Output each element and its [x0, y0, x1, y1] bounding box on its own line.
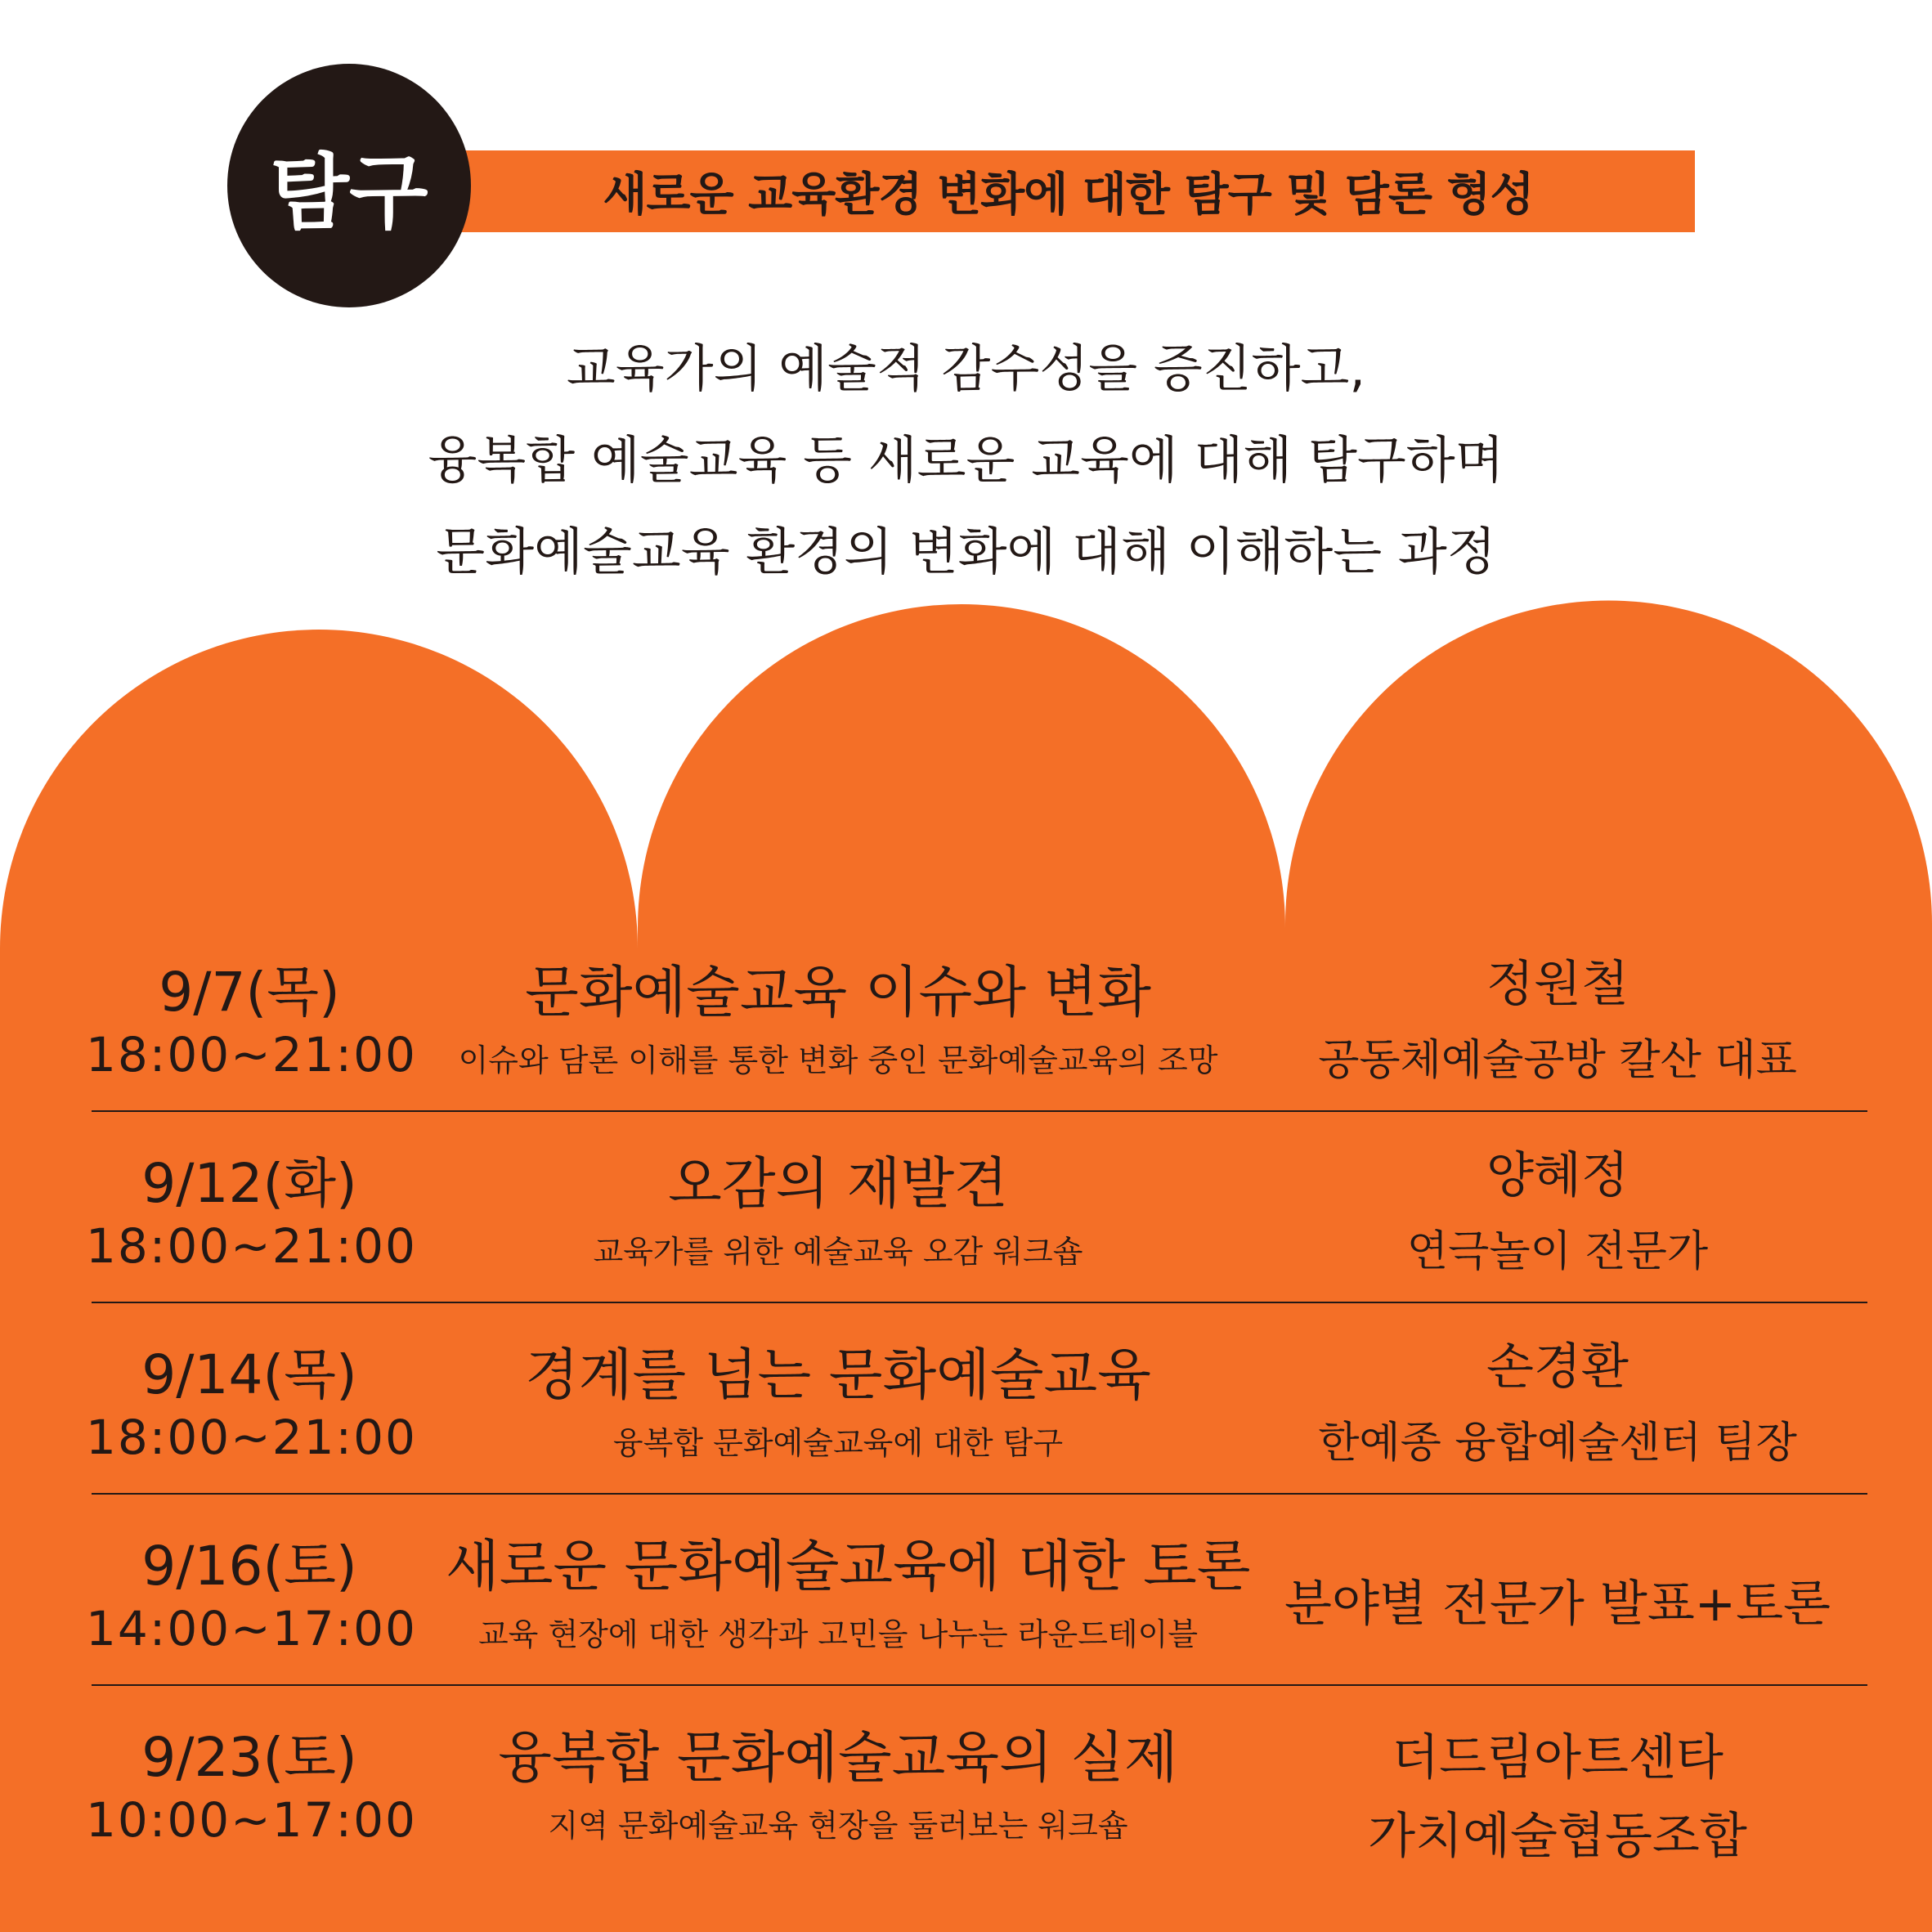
session-time: 10:00~17:00: [86, 1792, 417, 1848]
session-title: 오감의 재발견: [668, 1152, 1008, 1217]
session-time: 18:00~21:00: [86, 1027, 417, 1083]
section-badge: [227, 64, 471, 307]
session-description: 교육가를 위한 예술교육 오감 워크숍: [593, 1234, 1083, 1270]
speaker-name: 손경환: [1486, 1338, 1629, 1396]
session-time: 18:00~21:00: [86, 1218, 417, 1274]
schedule-table: [0, 934, 1932, 1890]
session-title: 문화예술교육 이슈와 변화: [525, 961, 1151, 1025]
session-title: 경계를 넘는 문화예술교육: [525, 1343, 1151, 1408]
session-date: 9/7(목): [159, 961, 340, 1024]
row-divider: [92, 1684, 1867, 1686]
banner-label: 새로운 교육환경 변화에 대한 탐구 및 담론 형성: [603, 168, 1534, 222]
session-title: 새로운 문화예술교육에 대한 토론: [446, 1535, 1251, 1599]
speaker-role: 가치예술협동조합: [1368, 1808, 1747, 1865]
speaker-name: 더드림아트센타: [1392, 1729, 1724, 1786]
schedule-row: [0, 1125, 1932, 1316]
speaker-role: 한예종 융합예술센터 팀장: [1318, 1419, 1797, 1468]
session-date: 9/16(토): [141, 1535, 357, 1598]
session-date: 9/12(화): [141, 1152, 357, 1215]
row-divider: [92, 1110, 1867, 1112]
section-banner: [442, 150, 1695, 232]
session-time: 14:00~17:00: [86, 1601, 417, 1656]
speaker-name: 정원철: [1486, 956, 1629, 1013]
intro-text: [0, 323, 1932, 598]
session-date: 9/23(토): [141, 1726, 357, 1789]
schedule-row: [0, 1316, 1932, 1508]
intro-line: 융복합 예술교육 등 새로운 교육에 대해 탐구하며: [428, 430, 1504, 490]
speaker-name: 양혜정: [1486, 1147, 1629, 1204]
speaker-role: 공동체예술공방 칼산 대표: [1318, 1036, 1797, 1085]
schedule-row: [0, 1508, 1932, 1699]
session-description: 교육 현장에 대한 생각과 고민을 나누는 라운드테이블: [477, 1616, 1199, 1652]
session-description: 융복합 문화예술교육에 대한 탐구: [612, 1425, 1064, 1461]
intro-line: 문화예술교육 환경의 변화에 대해 이해하는 과정: [436, 522, 1496, 581]
schedule-row: [0, 934, 1932, 1125]
speaker-role: 연극놀이 전문가: [1406, 1227, 1709, 1276]
session-date: 9/14(목): [141, 1343, 357, 1406]
intro-line: 교육가의 예술적 감수성을 증진하고,: [566, 338, 1366, 398]
badge-label: 탐구: [270, 145, 428, 240]
schedule-row: [0, 1699, 1932, 1890]
session-description: 지역 문화예술교육 현장을 둘러보는 워크숍: [548, 1808, 1128, 1844]
session-description: 이슈와 담론 이해를 통한 변화 중인 문화예술교육의 조망: [458, 1042, 1218, 1078]
row-divider: [92, 1493, 1867, 1495]
session-title: 융복합 문화예술교육의 실제: [498, 1726, 1178, 1791]
session-time: 18:00~21:00: [86, 1410, 417, 1465]
row-divider: [92, 1302, 1867, 1303]
speaker-combined: 분야별 전문가 발표+토론: [1284, 1576, 1831, 1633]
